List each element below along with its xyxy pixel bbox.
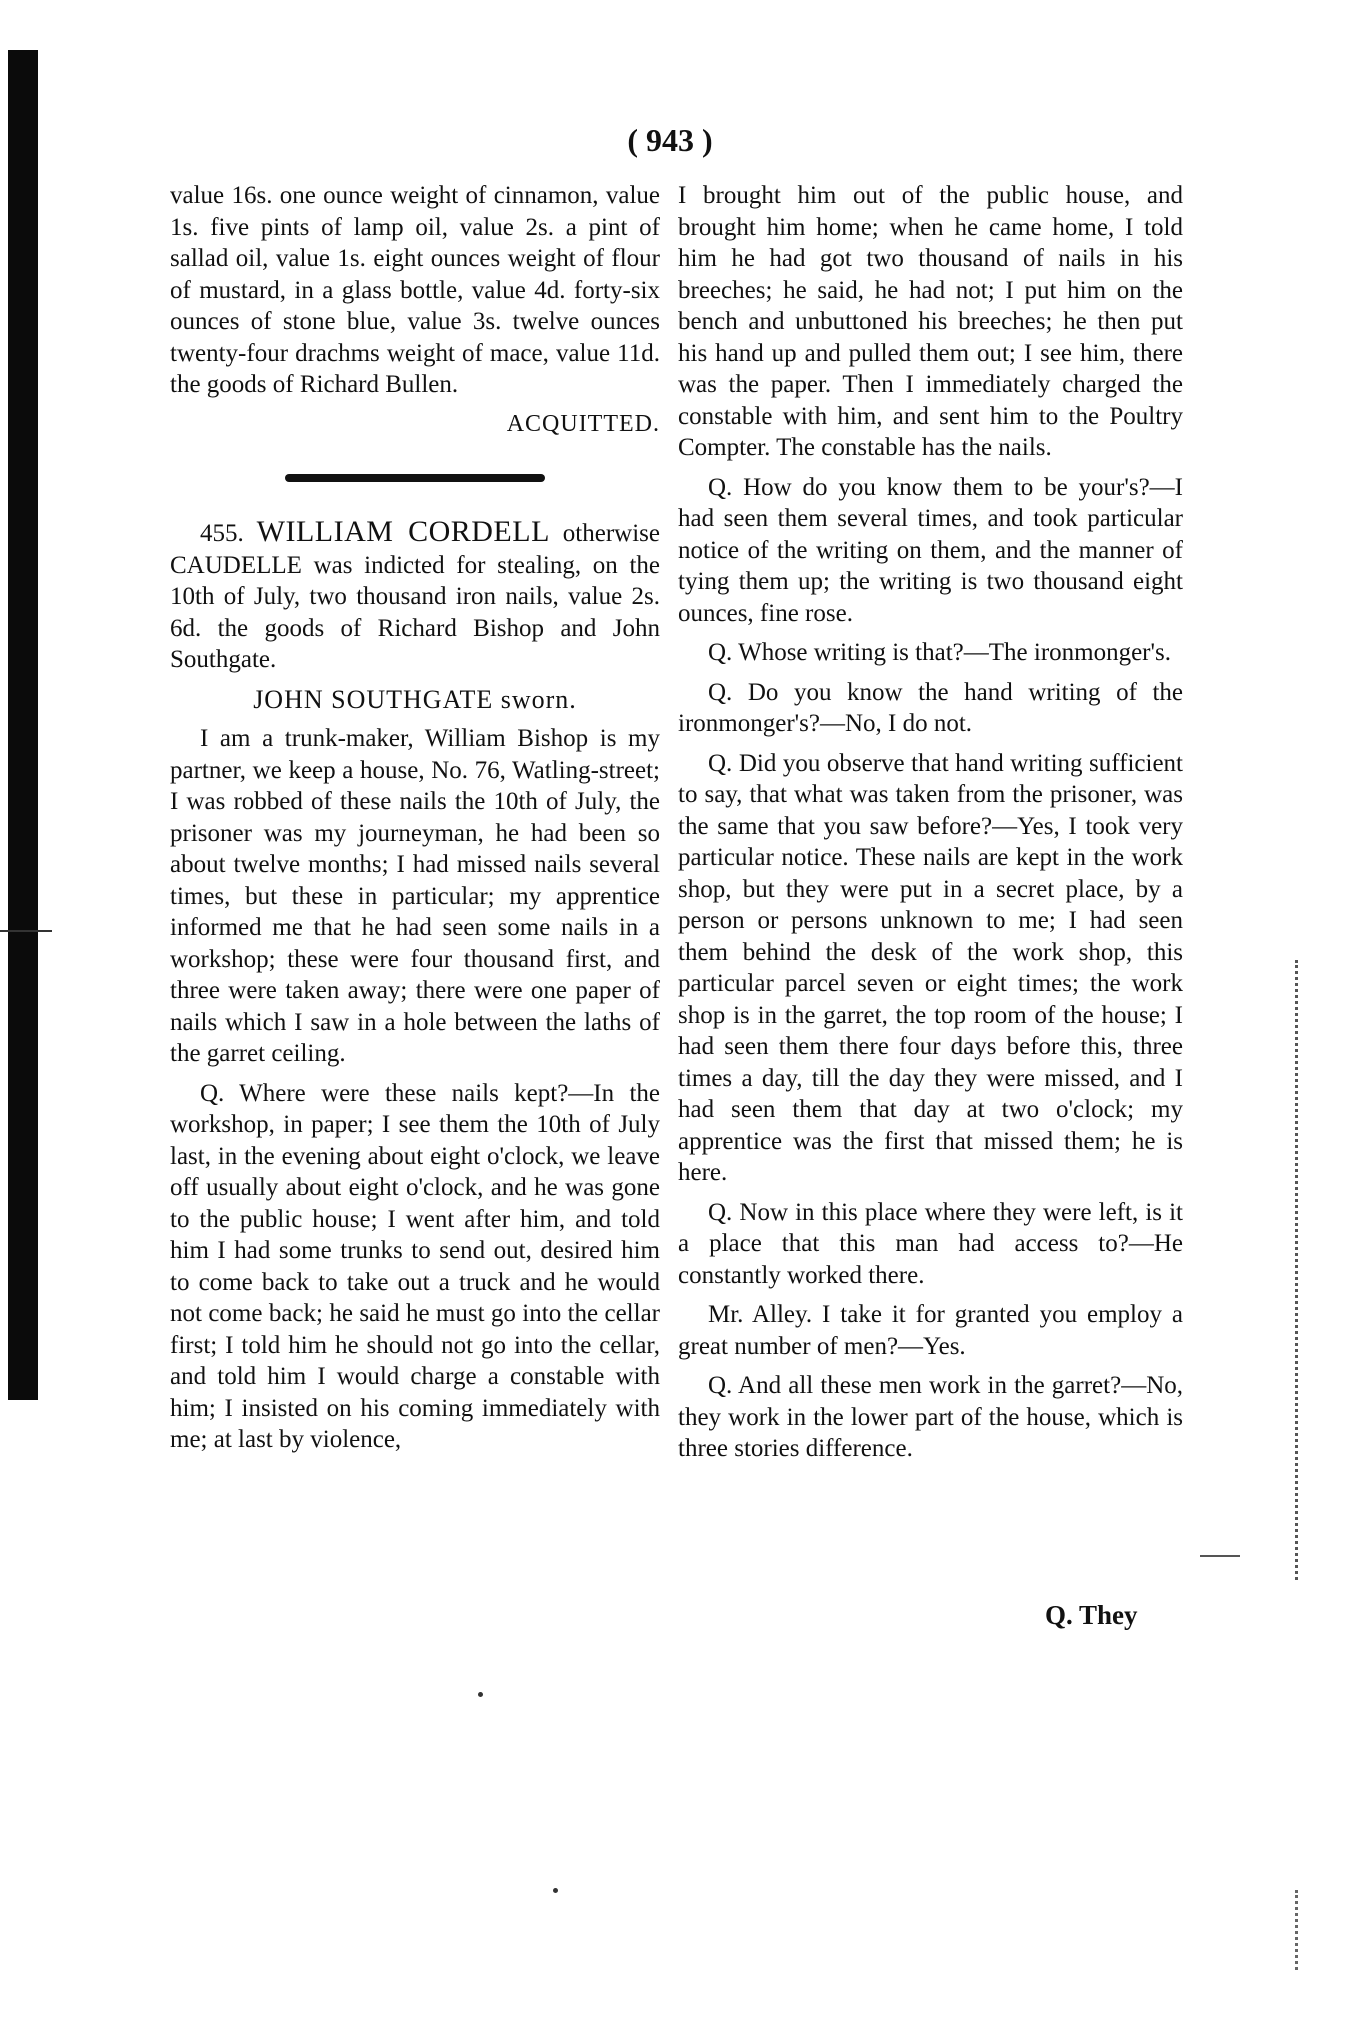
ink-speck <box>553 1888 558 1893</box>
paragraph: Mr. Alley. I take it for granted you employ a great number of men?—Yes. <box>678 1301 1183 1360</box>
margin-marks <box>1295 960 1312 1580</box>
margin-marks-lower <box>1295 1890 1308 1970</box>
case-number: 455. <box>200 520 244 547</box>
section-rule <box>285 474 545 482</box>
case-heading <box>170 516 660 676</box>
margin-dash <box>0 930 52 932</box>
ink-speck <box>478 1692 483 1697</box>
paragraph: Q. Do you know the hand writing of the ironmonger's?—No, I do not. <box>678 678 1183 737</box>
paragraph: Q. Whose writing is that?—The ironmonger's. <box>708 639 1171 666</box>
paragraph: I am a trunk-maker, William Bishop is my partner, we keep a house, No. 76, Watling-street; I was robbed of these nails the 10th of July, the prisoner was my journeyman, he had been so about twelve months; I had missed nails several times, but these in particular; my apprentice informed me that he had seen some nails in a workshop; these were four thousand first, and three were taken away; there were one paper of nails which I saw in a hole between the laths of the garret ceiling. <box>170 725 660 1067</box>
left-column <box>170 180 660 1464</box>
paragraph: I brought him out of the public house, and brought him home; when he came home, I told him he had got two thousand of nails in his breeches; he said, he had not; I put him on the bench and unbuttoned his breeches; he then put his hand up and pulled them out; I see him, there was the paper. Then I immediately charged the constable with him, and sent him to the Poultry Compter. The constable has the nails. <box>678 182 1183 461</box>
defendant-name: WILLIAM CORDELL <box>256 515 550 548</box>
verdict: ACQUITTED. <box>506 410 660 437</box>
page-edge-shadow <box>8 50 38 1400</box>
paragraph: Q. Now in this place where they were left, is it a place that this man had access to?—He constantly worked there. <box>678 1198 1183 1289</box>
paragraph: Q. How do you know them to be your's?—I had seen them several times, and took particular notice of the writing on them, and the manner of tying them up; the writing is two thousand eight ounces, fine rose. <box>678 473 1183 627</box>
witness-heading: JOHN SOUTHGATE sworn. <box>253 684 577 714</box>
paragraph: value 16s. one ounce weight of cinnamon, value 1s. five pints of lamp oil, value 2s. a pint of sallad oil, value 1s. eight ounces weight of flour of mustard, in a glass bottle, value 4d. forty-six ounces of stone blue, value 3s. twelve ounces twenty-four drachms weight of mace, value 11d. the goods of Richard Bullen. <box>170 182 660 398</box>
paragraph: Q. And all these men work in the garret?—No, they work in the lower part of the house, which is three stories difference. <box>678 1372 1183 1462</box>
paragraph: Q. Where were these nails kept?—In the workshop, in paper; I see them the 10th of July last, in the evening about eight o'clock, we leave off usually about eight o'clock, and he was gone to the public house; I went after him, and told him I had some trunks to send out, desired him to come back to take out a truck and he would not come back; he said he must go into the cellar first; I told him he should not go into the cellar, and told him I would charge a constable with him; I insisted on his coming immediately with me; at last by violence, <box>170 1079 660 1453</box>
page-number: ( 943 ) <box>627 122 713 158</box>
margin-dash-right <box>1200 1555 1240 1557</box>
right-column <box>678 180 1183 1473</box>
indictment-text: otherwise CAUDELLE was indicted for stealing, on the 10th of July, two thousand iron nails, value 2s. 6d. the goods of Richard Bishop and John Southgate. <box>170 520 660 673</box>
catchword: Q. They <box>1045 1600 1138 1630</box>
paragraph: Q. Did you observe that hand writing sufficient to say, that what was taken from the prisoner, was the same that you saw before?—Yes, I took very particular notice. These nails are kept in the work shop, but they were put in a secret place, by a person or persons unknown to me; I had seen them behind the desk of the work shop, this particular parcel seven or eight times; the work shop is in the garret, the top room of the house; I had seen them there four days before this, three times a day, till the day they were missed, and I had seen them that day at two o'clock; my apprentice was the first that missed them; he is here. <box>678 749 1183 1186</box>
